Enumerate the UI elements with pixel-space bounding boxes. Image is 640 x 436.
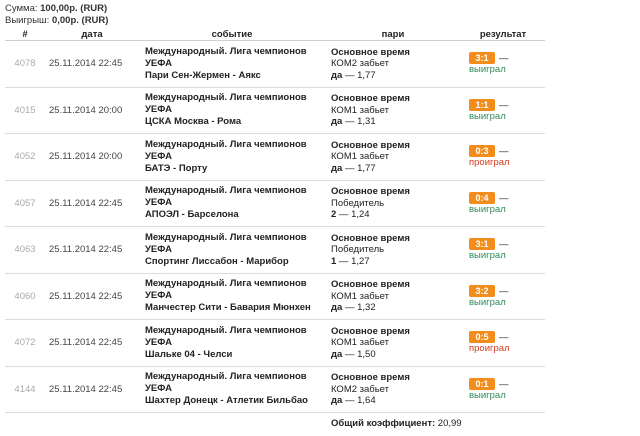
- bet-pick-line: да — 1,77: [331, 162, 376, 174]
- result-dash: —: [499, 285, 509, 297]
- bet-time: Основное время: [331, 186, 410, 197]
- score-badge: 0:5: [469, 331, 495, 343]
- event-cell: [139, 180, 325, 227]
- total-row: [5, 413, 545, 436]
- bet-pick: да: [331, 162, 343, 174]
- bet-date: 25.11.2014 22:45: [45, 180, 139, 227]
- bet-date: 25.11.2014 22:45: [45, 273, 139, 320]
- bet-cell: [325, 366, 461, 413]
- sum-line: [5, 3, 108, 15]
- league-name: Международный. Лига чемпионов УЕФА: [145, 45, 307, 69]
- bet-time: Основное время: [331, 232, 410, 244]
- event-cell: [139, 134, 325, 181]
- bet-cell: [325, 87, 461, 134]
- bet-pick-line: 1 — 1,27: [331, 255, 370, 267]
- bet-date: 25.11.2014 22:45: [45, 366, 139, 413]
- league-name: Международный. Лига чемпионов УЕФА: [145, 138, 307, 162]
- bet-summary: [5, 3, 108, 27]
- result-status: выиграл: [469, 64, 506, 76]
- bet-type: КОМ1 забьет: [331, 337, 390, 348]
- league-name: Международный. Лига чемпионов УЕФА: [145, 371, 307, 395]
- match-name: Шахтер Донецк - Атлетик Бильбао: [145, 395, 308, 407]
- match-name: Пари Сен-Жермен - Аякс: [145, 69, 261, 81]
- bet-odds: 1,31: [357, 116, 376, 127]
- result-dash: —: [499, 332, 509, 344]
- bet-time: Основное время: [331, 93, 410, 104]
- bet-pick: да: [331, 395, 343, 406]
- bet-odds: 1,50: [357, 348, 376, 360]
- table-row: [5, 273, 545, 320]
- bet-cell: [325, 227, 461, 274]
- bet-time: Основное время: [331, 139, 410, 151]
- league-name: Международный. Лига чемпионов УЕФА: [145, 278, 307, 302]
- bet-pick: 2: [331, 209, 337, 220]
- col-header-date: дата: [45, 28, 139, 41]
- bet-time: Основное время: [331, 325, 410, 337]
- total-label: Общий коэффициент:: [331, 418, 436, 430]
- table-header: [5, 28, 545, 41]
- bet-id: 4052: [5, 134, 45, 181]
- bet-date: 25.11.2014 20:00: [45, 87, 139, 134]
- bet-pick-line: 2 — 1,24: [331, 209, 370, 220]
- match-name: Спортинг Лиссабон - Марибор: [145, 255, 289, 267]
- bet-pick-line: да — 1,50: [331, 348, 376, 360]
- bet-id: 4060: [5, 273, 45, 320]
- col-header-id: #: [5, 28, 45, 41]
- bet-pick-line: да — 1,31: [331, 116, 376, 127]
- bet-id: 4063: [5, 227, 45, 274]
- bets-table: [5, 28, 545, 435]
- bet-type: Победитель: [331, 244, 385, 255]
- result-cell: [461, 320, 545, 367]
- match-name: Манчестер Сити - Бавария Мюнхен: [145, 302, 311, 314]
- win-line: [5, 15, 108, 27]
- bet-time: Основное время: [331, 279, 410, 290]
- sum-value: 100,00р. (RUR): [40, 3, 108, 14]
- bet-type: КОМ1 забьет: [331, 104, 390, 116]
- result-cell: [461, 180, 545, 227]
- total-coefficient: [325, 413, 545, 436]
- score-badge: 3:1: [469, 52, 495, 64]
- bet-time: Основное время: [331, 46, 410, 58]
- event-cell: [139, 41, 325, 88]
- event-cell: [139, 87, 325, 134]
- event-cell: [139, 227, 325, 274]
- bet-date: 25.11.2014 20:00: [45, 134, 139, 181]
- bet-id: 4078: [5, 41, 45, 88]
- table-row: [5, 134, 545, 181]
- result-status: выиграл: [469, 110, 506, 122]
- bet-odds: 1,77: [357, 162, 376, 174]
- win-value: 0,00р. (RUR): [51, 15, 109, 26]
- result-status: проиграл: [469, 157, 510, 169]
- league-name: Международный. Лига чемпионов УЕФА: [145, 324, 307, 348]
- bet-id: 4072: [5, 320, 45, 367]
- bet-cell: [325, 41, 461, 88]
- bet-id: 4057: [5, 180, 45, 227]
- result-dash: —: [499, 99, 509, 111]
- bet-odds: 1,27: [351, 255, 370, 267]
- score-badge: 0:3: [469, 145, 495, 157]
- match-name: АПОЭЛ - Барселона: [145, 209, 239, 221]
- result-cell: [461, 366, 545, 413]
- sum-label: Сумма:: [5, 3, 38, 14]
- bet-pick: да: [331, 116, 343, 127]
- match-name: Шальке 04 - Челси: [145, 348, 233, 360]
- bet-type: КОМ1 забьет: [331, 290, 390, 302]
- result-status: выиграл: [469, 389, 506, 401]
- score-badge: 0:4: [469, 192, 495, 204]
- bet-type: КОМ2 забьет: [331, 58, 390, 69]
- result-dash: —: [499, 239, 509, 251]
- table-row: [5, 320, 545, 367]
- bet-odds: 1,24: [351, 209, 370, 220]
- bet-pick: 1: [331, 255, 337, 267]
- bet-date: 25.11.2014 22:45: [45, 227, 139, 274]
- result-cell: [461, 273, 545, 320]
- result-cell: [461, 227, 545, 274]
- bet-type: Победитель: [331, 197, 385, 209]
- table-row: [5, 87, 545, 134]
- bet-time: Основное время: [331, 372, 410, 383]
- bet-pick: да: [331, 348, 343, 360]
- result-dash: —: [499, 192, 509, 204]
- league-name: Международный. Лига чемпионов УЕФА: [145, 185, 307, 209]
- result-status: выиграл: [469, 296, 506, 308]
- result-dash: —: [499, 378, 509, 390]
- bet-id: 4015: [5, 87, 45, 134]
- bet-pick: да: [331, 302, 343, 313]
- match-name: БАТЭ - Порту: [145, 162, 208, 174]
- bet-pick-line: да — 1,64: [331, 395, 376, 406]
- bet-date: 25.11.2014 22:45: [45, 41, 139, 88]
- table-row: [5, 227, 545, 274]
- result-status: выиграл: [469, 250, 506, 262]
- bet-pick: да: [331, 69, 343, 81]
- table-row: [5, 366, 545, 413]
- league-name: Международный. Лига чемпионов УЕФА: [145, 92, 307, 116]
- total-value: 20,99: [437, 418, 462, 430]
- bet-type: КОМ2 забьет: [331, 383, 390, 395]
- result-status: выиграл: [469, 203, 506, 215]
- event-cell: [139, 273, 325, 320]
- bet-odds: 1,77: [357, 69, 376, 81]
- bet-pick-line: да — 1,32: [331, 302, 376, 313]
- score-badge: 1:1: [469, 99, 495, 111]
- result-dash: —: [499, 146, 509, 158]
- score-badge: 3:2: [469, 285, 495, 297]
- bet-cell: [325, 273, 461, 320]
- league-name: Международный. Лига чемпионов УЕФА: [145, 231, 307, 255]
- score-badge: 0:1: [469, 378, 495, 390]
- match-name: ЦСКА Москва - Рома: [145, 116, 242, 128]
- result-cell: [461, 134, 545, 181]
- table-row: [5, 41, 545, 88]
- bet-odds: 1,64: [357, 395, 376, 406]
- col-header-result: результат: [461, 28, 545, 41]
- bet-cell: [325, 134, 461, 181]
- bet-id: 4144: [5, 366, 45, 413]
- col-header-event: событие: [139, 28, 325, 41]
- bet-cell: [325, 180, 461, 227]
- bet-pick-line: да — 1,77: [331, 69, 376, 81]
- col-header-bet: пари: [325, 28, 461, 41]
- table-row: [5, 180, 545, 227]
- score-badge: 3:1: [469, 238, 495, 250]
- result-cell: [461, 87, 545, 134]
- bet-cell: [325, 320, 461, 367]
- result-cell: [461, 41, 545, 88]
- result-dash: —: [499, 53, 509, 65]
- event-cell: [139, 320, 325, 367]
- event-cell: [139, 366, 325, 413]
- bet-type: КОМ1 забьет: [331, 151, 390, 162]
- bet-odds: 1,32: [357, 302, 376, 313]
- result-status: проиграл: [469, 343, 510, 355]
- bet-date: 25.11.2014 22:45: [45, 320, 139, 367]
- win-label: Выигрыш:: [5, 15, 50, 26]
